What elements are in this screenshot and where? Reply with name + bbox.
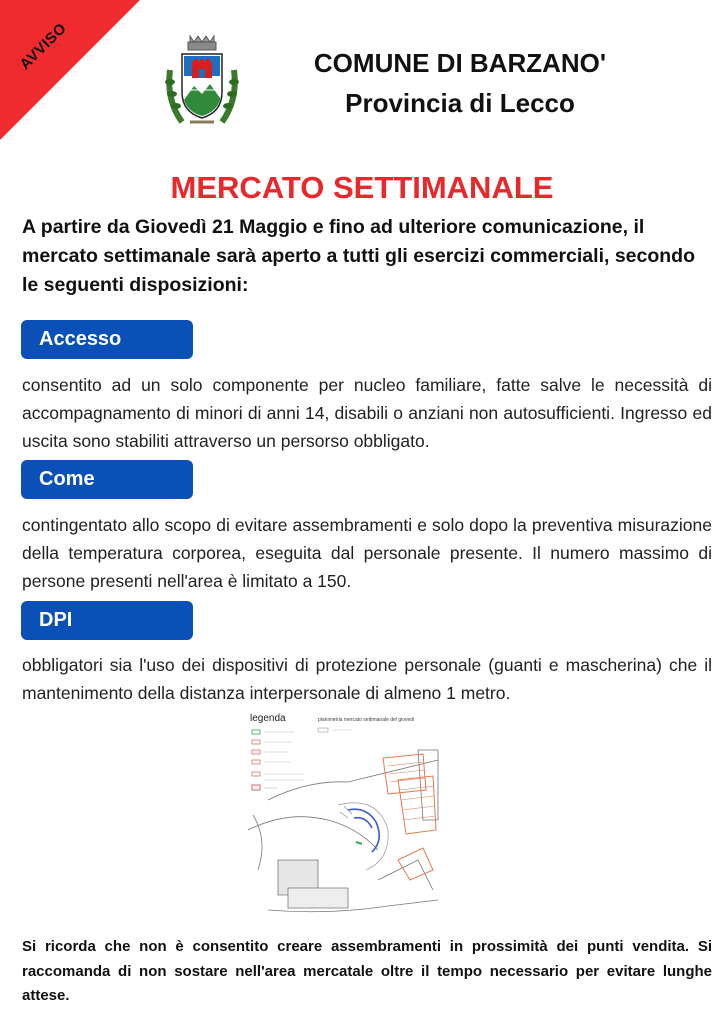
town-name: COMUNE DI BARZANO' — [313, 48, 607, 78]
notice-badge-triangle — [0, 0, 140, 140]
footer-reminder: Si ricorda che non è consentito creare assembramenti in prossimità dei punti vendita. Si raccomanda di non sostare nell'area mercatale oltre il tempo necessario per evitare lunghe attese. — [22, 938, 712, 1004]
intro-text: A partire da Giovedì 21 Maggio e fino ad ulteriore comunicazione, il mercato settimanale sarà aperto a tutti gli esercizi commerciali, secondo le seguenti disposizioni: — [22, 216, 696, 296]
notice-badge — [0, 0, 140, 140]
section-label-accesso: Accesso — [21, 320, 193, 359]
section-text-come: contingentato allo scopo di evitare assembramenti e solo dopo la preventiva misurazione della temperatura corporea, eseguita dal personale presente. Il numero massimo di persone presenti nell'area è limitato a 150. — [22, 515, 712, 591]
section-text-dpi: obbligatori sia l'uso dei dispositivi di protezione personale (guanti e mascherina) che il mantenimento della distanza interpersonale di almeno 1 metro. — [22, 655, 712, 703]
municipal-crest-icon — [160, 30, 244, 138]
map-plan-title: planimetria mercato settimanale del giovedì — [318, 717, 415, 723]
page-title: MERCATO SETTIMANALE — [170, 170, 554, 205]
province-name: Provincia di Lecco — [345, 88, 575, 118]
map-legend-title: legenda — [250, 713, 286, 724]
notice-badge-label: AVVISO — [16, 19, 71, 74]
section-text-accesso: consentito ad un solo componente per nucleo familiare, fatte salve le necessità di accompagnamento di minori di anni 14, disabili o anziani non autosufficienti. Ingresso ed uscita sono stabiliti attraverso un persorso obbligato. — [22, 375, 712, 451]
section-label-dpi: DPI — [21, 601, 193, 640]
market-map-image — [248, 710, 444, 924]
section-label-come: Come — [21, 460, 193, 499]
